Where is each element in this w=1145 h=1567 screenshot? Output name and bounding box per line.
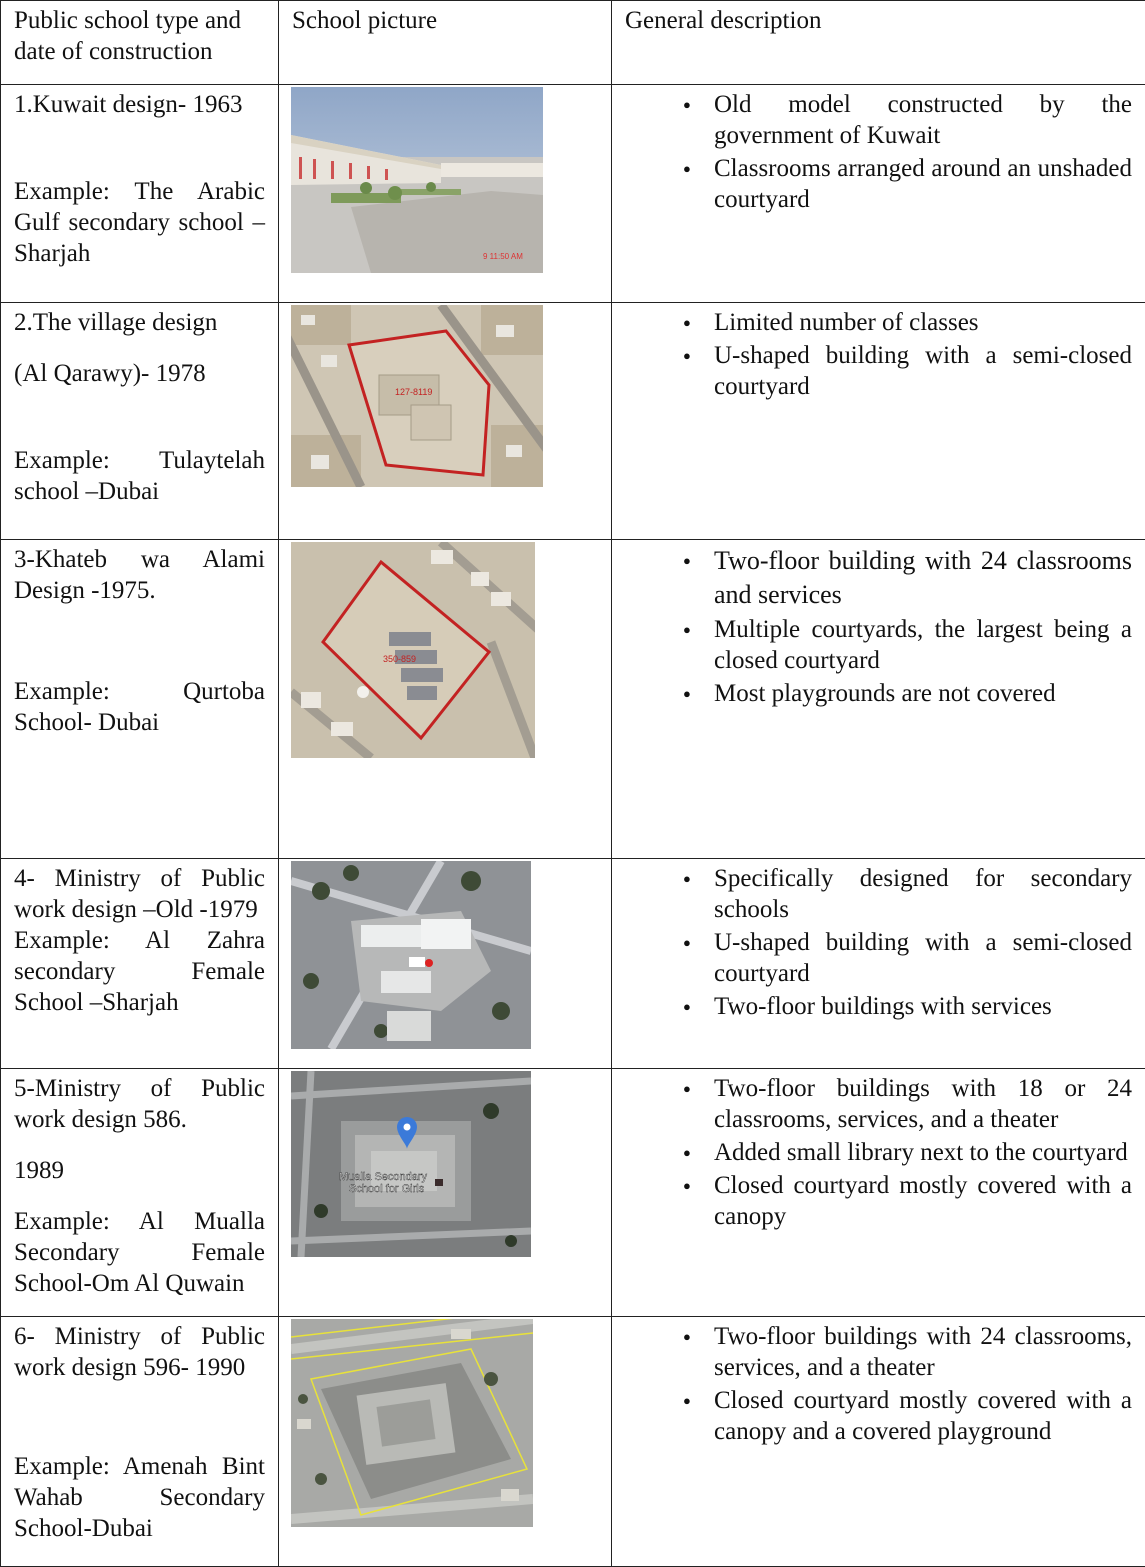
list-item: ● Two-floor buildings with 24 classrooms, services, and a theater: [625, 1321, 1132, 1383]
list-item: ● Specifically designed for secondary schools: [625, 863, 1132, 925]
list-item: ● Two-floor buildings with services: [625, 991, 1132, 1022]
table-row: [1, 859, 1145, 1069]
school-type: 5-Ministry of Public work design 586.: [14, 1073, 265, 1135]
school-type-cell: [1, 303, 279, 540]
photo-timestamp: 9 11:50 AM: [483, 252, 523, 261]
school-type: 1989: [14, 1155, 265, 1186]
list-item: ● Classrooms arranged around an unshaded courtyard: [625, 153, 1132, 215]
school-example: Example: Amenah Bint Wahab Secondary School-Dubai: [14, 1451, 265, 1544]
school-type-cell: [1, 1317, 279, 1567]
map-place-label: Mualla Secondary: [339, 1171, 428, 1183]
school-picture-cell: [279, 303, 612, 540]
map-plot-label: 127-8119: [395, 387, 432, 397]
list-item: ● Old model constructed by the government of Kuwait: [625, 89, 1132, 151]
description-cell: [612, 540, 1145, 859]
map-place-label: School for Girls: [349, 1183, 425, 1195]
satellite-photo: [291, 861, 531, 1049]
description-list: [625, 544, 1132, 709]
table-row: [1, 85, 1145, 303]
list-item: ● Most playgrounds are not covered: [625, 678, 1132, 709]
description-cell: [612, 85, 1145, 303]
table-row: [1, 1317, 1145, 1567]
list-item: ● U-shaped building with a semi-closed courtyard: [625, 340, 1132, 402]
school-example: Example: Tulaytelah school –Dubai: [14, 445, 265, 507]
school-type: 4- Ministry of Public work design –Old -1979: [14, 863, 265, 925]
map-plot-label: 350-859: [383, 654, 416, 664]
description-cell: [612, 1069, 1145, 1317]
list-item: ● Limited number of classes: [625, 307, 1132, 338]
school-picture-cell: [279, 1317, 612, 1567]
list-item: ● Closed courtyard mostly covered with a canopy: [625, 1170, 1132, 1232]
school-type: 3-Khateb wa Alami Design -1975.: [14, 544, 265, 606]
header-type: Public school type and date of construction: [1, 1, 279, 85]
satellite-map-photo: [291, 1071, 531, 1257]
school-photo: [291, 87, 543, 273]
description-list: [625, 1073, 1132, 1232]
description-cell: [612, 303, 1145, 540]
school-type-cell: [1, 1069, 279, 1317]
satellite-photo: [291, 1319, 533, 1527]
description-list: [625, 863, 1132, 1022]
school-example: Example: Al Zahra secondary Female School –Sharjah: [14, 925, 265, 1018]
school-type: 2.The village design: [14, 307, 265, 338]
list-item: ● Two-floor building with 24 classrooms and services: [625, 544, 1132, 612]
description-cell: [612, 1317, 1145, 1567]
school-type-cell: [1, 85, 279, 303]
school-example: Example: Al Mualla Secondary Female School-Om Al Quwain: [14, 1206, 265, 1299]
table-row: [1, 1069, 1145, 1317]
description-list: [625, 89, 1132, 215]
description-list: [625, 1321, 1132, 1447]
table-row: [1, 540, 1145, 859]
school-type-cell: [1, 859, 279, 1069]
list-item: ● Multiple courtyards, the largest being a closed courtyard: [625, 614, 1132, 676]
school-picture-cell: [279, 540, 612, 859]
description-list: [625, 307, 1132, 402]
description-cell: [612, 859, 1145, 1069]
school-type-cell: [1, 540, 279, 859]
aerial-map-photo: [291, 305, 543, 487]
school-type: 1.Kuwait design- 1963: [14, 89, 265, 120]
header-picture: School picture: [279, 1, 612, 85]
aerial-map-photo: [291, 542, 535, 758]
school-picture-cell: [279, 1069, 612, 1317]
school-example: Example: The Arabic Gulf secondary school –Sharjah: [14, 176, 265, 269]
header-description: General description: [612, 1, 1145, 85]
school-picture-cell: [279, 85, 612, 303]
list-item: ● Two-floor buildings with 18 or 24 classrooms, services, and a theater: [625, 1073, 1132, 1135]
school-example: Example: Qurtoba School- Dubai: [14, 676, 265, 738]
list-item: ● Added small library next to the courtyard: [625, 1137, 1132, 1168]
header-row: [1, 1, 1145, 85]
list-item: ● U-shaped building with a semi-closed courtyard: [625, 927, 1132, 989]
school-type: 6- Ministry of Public work design 596- 1990: [14, 1321, 265, 1383]
school-type: (Al Qarawy)- 1978: [14, 358, 265, 389]
table-row: [1, 303, 1145, 540]
list-item: ● Closed courtyard mostly covered with a canopy and a covered playground: [625, 1385, 1132, 1447]
school-picture-cell: [279, 859, 612, 1069]
